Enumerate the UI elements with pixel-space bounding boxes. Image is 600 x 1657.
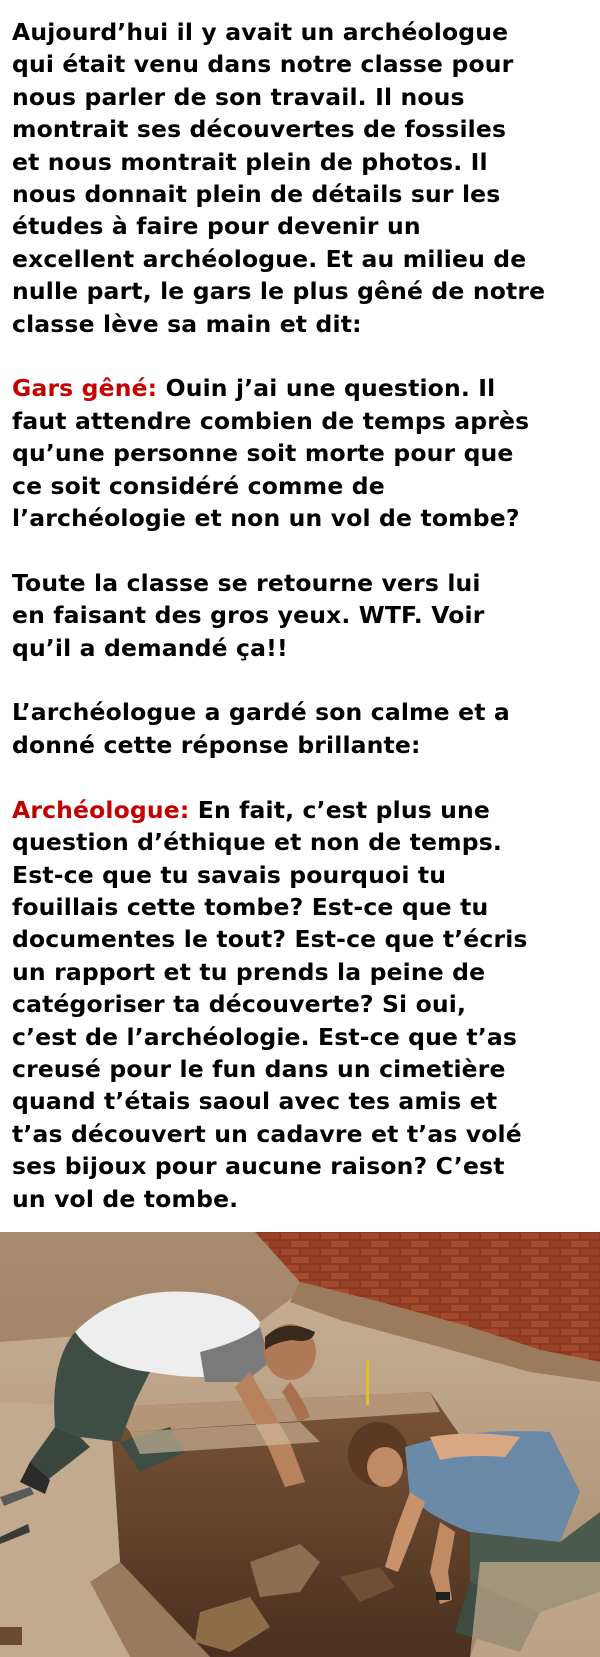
speaker-label-archaeologist: Archéologue: <box>12 795 190 824</box>
excavation-photo <box>0 1232 600 1657</box>
transition-paragraph: L’archéologue a gardé son calme et a donné cette réponse brillante: <box>12 698 510 759</box>
speaker-label-student: Gars gêné: <box>12 374 158 403</box>
answer-text: En fait, c’est plus une question d’éthique et non de temps. Est-ce que tu savais pourquoi tu fouillais cette tombe? Est-ce que tu documentes le tout? Est-ce que t’écris un rapport et tu prends la peine de catégoriser ta découverte? Si oui, c’est de l’archéologie. Est-ce que t’as creusé pour le fun dans un cimetière quand t’étais saoul avec tes amis et t’as découvert un cadavre et t’as volé ses bijoux pour aucune raison? C’est un vol de tombe. <box>12 795 528 1213</box>
intro-paragraph: Aujourd’hui il y avait un archéologue qui était venu dans notre classe pour nous parler de son travail. Il nous montrait ses découvertes de fossiles et nous montrait plein de photos. Il nous donnait plein de détails sur les études à faire pour devenir un excellent archéologue. Et au milieu de nulle part, le gars le plus gêné de notre classe lève sa main et dit: <box>12 18 546 338</box>
question-text: Ouin j’ai une question. Il faut attendre combien de temps après qu’une personne soit morte pour que ce soit considéré comme de l’archéologie et non un vol de tombe? <box>12 374 530 533</box>
answer-paragraph <box>12 794 596 1215</box>
reaction-paragraph: Toute la classe se retourne vers lui en faisant des gros yeux. WTF. Voir qu’il a demandé ça!! <box>12 568 485 662</box>
question-paragraph <box>12 372 596 534</box>
story-text <box>12 16 596 1247</box>
